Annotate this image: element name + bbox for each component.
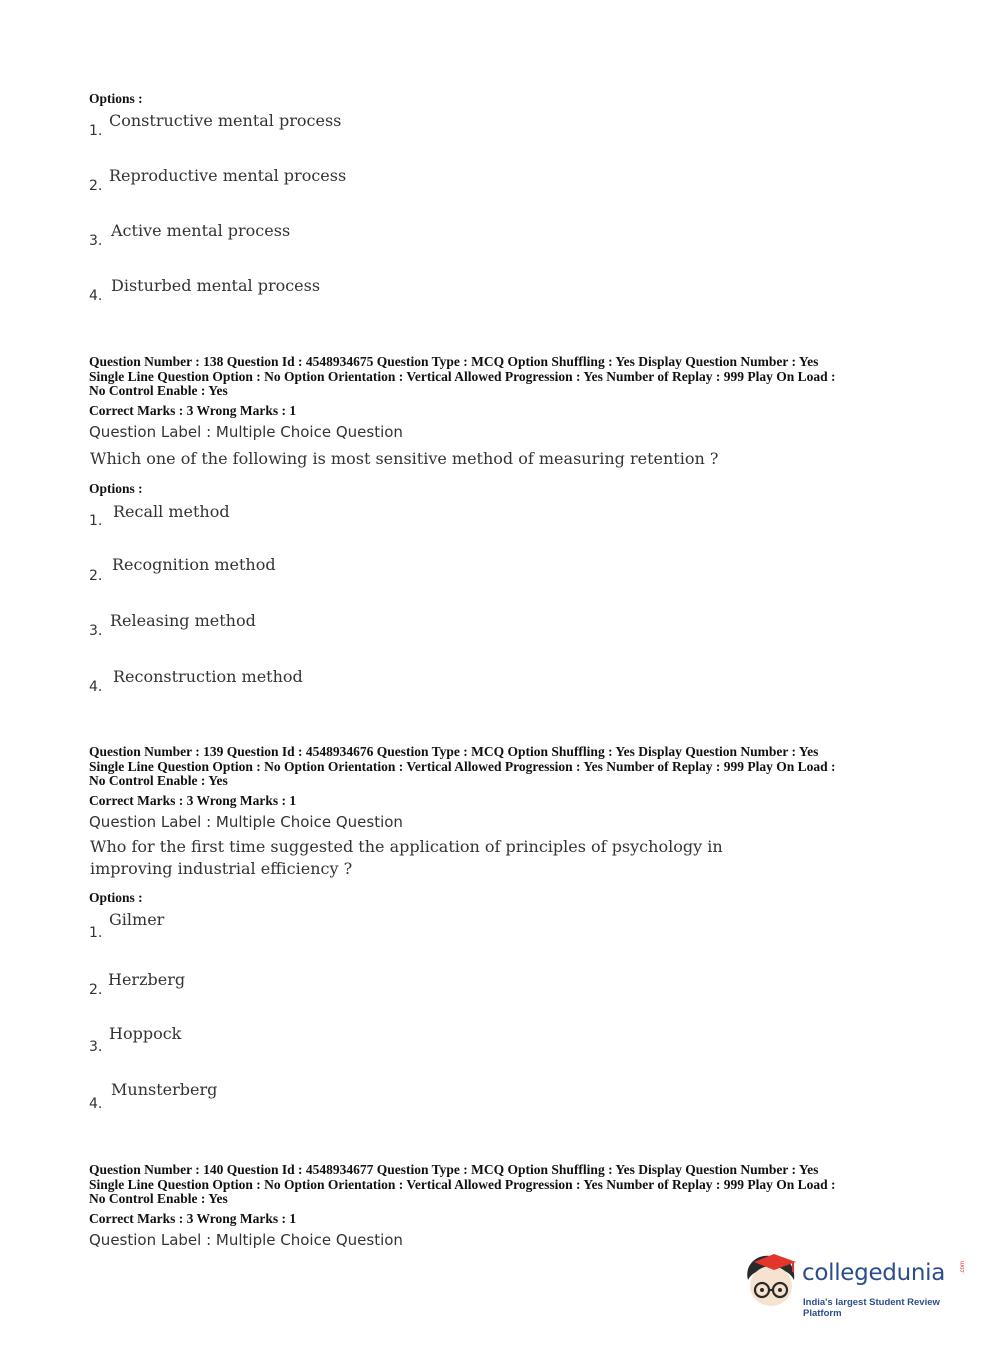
meta-line: No Control Enable : Yes — [89, 383, 228, 398]
option-number: 4. — [89, 1096, 103, 1112]
meta-line: Question Number : 140 Question Id : 4548934677 Question Type : MCQ Option Shuffling : Yes Display Question Number : Yes — [89, 1162, 819, 1177]
meta-line: No Control Enable : Yes — [89, 773, 228, 788]
option-text: Recall method — [113, 502, 230, 521]
question-text-line: improving industrial efficiency ? — [90, 859, 353, 878]
meta-line: Single Line Question Option : No Option Orientation : Vertical Allowed Progression : Yes Number of Replay : 999 Play On Load : — [89, 368, 836, 384]
options-header: Options : — [89, 91, 143, 106]
mascot-icon — [740, 1250, 802, 1312]
question-label: Question Label : Multiple Choice Question — [89, 423, 403, 441]
option-number: 1. — [89, 513, 103, 529]
question-text-line: Who for the first time suggested the application of principles of psychology in — [90, 837, 723, 856]
option-number: 3. — [89, 623, 103, 639]
option-text: Munsterberg — [111, 1080, 218, 1099]
options-header: Options : — [89, 890, 143, 905]
option-text: Herzberg — [108, 970, 186, 989]
option-text: Recognition method — [112, 555, 276, 574]
option-text: Releasing method — [110, 611, 256, 630]
question-meta — [89, 355, 929, 399]
option-text: Active mental process — [111, 221, 291, 240]
meta-line: Single Line Question Option : No Option Orientation : Vertical Allowed Progression : Yes Number of Replay : 999 Play On Load : — [89, 1176, 836, 1192]
question-marks: Correct Marks : 3 Wrong Marks : 1 — [89, 403, 297, 418]
logo-suffix: .com — [960, 1260, 966, 1274]
options-header: Options : — [89, 481, 143, 496]
meta-line: Single Line Question Option : No Option Orientation : Vertical Allowed Progression : Yes Number of Replay : 999 Play On Load : — [89, 758, 836, 774]
collegedunia-logo — [740, 1250, 970, 1320]
option-text: Reproductive mental process — [109, 166, 347, 185]
option-number: 1. — [89, 925, 103, 941]
option-text: Hoppock — [109, 1024, 182, 1043]
logo-tagline: India's largest Student Review Platform — [803, 1297, 940, 1319]
option-number: 3. — [89, 1039, 103, 1055]
option-number: 3. — [89, 233, 103, 249]
question-marks: Correct Marks : 3 Wrong Marks : 1 — [89, 1211, 297, 1226]
option-number: 2. — [89, 178, 103, 194]
option-number: 4. — [89, 288, 103, 304]
option-text: Gilmer — [109, 910, 165, 929]
question-meta — [89, 745, 929, 789]
option-number: 2. — [89, 568, 103, 584]
question-text — [90, 836, 723, 880]
question-text: Which one of the following is most sensitive method of measuring retention ? — [90, 449, 719, 468]
question-marks: Correct Marks : 3 Wrong Marks : 1 — [89, 793, 297, 808]
option-text: Constructive mental process — [109, 111, 342, 130]
meta-line: Question Number : 139 Question Id : 4548934676 Question Type : MCQ Option Shuffling : Yes Display Question Number : Yes — [89, 744, 819, 759]
option-text: Disturbed mental process — [111, 276, 321, 295]
option-number: 2. — [89, 982, 103, 998]
question-label: Question Label : Multiple Choice Question — [89, 813, 403, 831]
logo-wordmark: collegedunia — [802, 1260, 946, 1286]
question-label: Question Label : Multiple Choice Question — [89, 1231, 403, 1249]
meta-line: Question Number : 138 Question Id : 4548934675 Question Type : MCQ Option Shuffling : Yes Display Question Number : Yes — [89, 354, 819, 369]
meta-line: No Control Enable : Yes — [89, 1191, 228, 1206]
option-number: 4. — [89, 679, 103, 695]
option-text: Reconstruction method — [113, 667, 303, 686]
question-meta — [89, 1163, 929, 1207]
option-number: 1. — [89, 123, 103, 139]
